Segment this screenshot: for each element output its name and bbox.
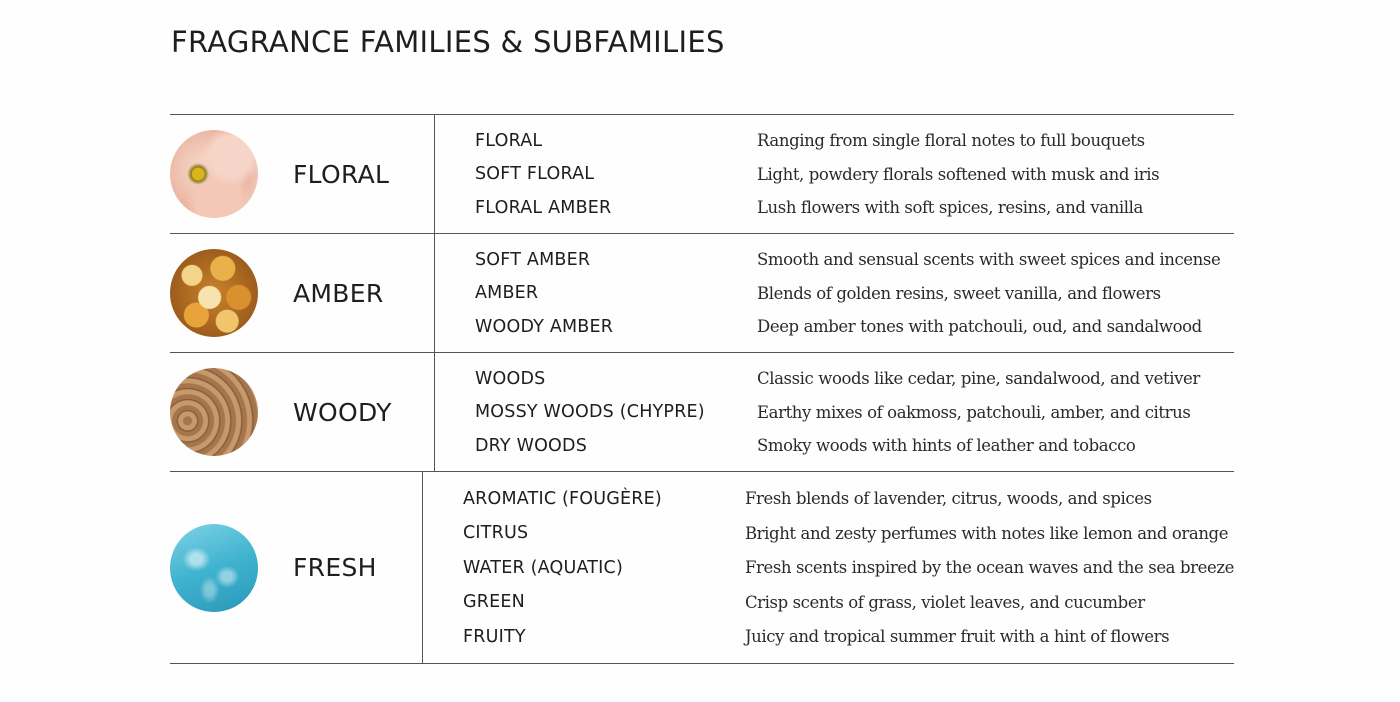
subfamily-row: [435, 131, 1234, 151]
fragrance-table: [170, 114, 1234, 664]
subfamily-name: FLORAL AMBER: [475, 197, 612, 218]
subfamily-row: [435, 198, 1234, 218]
subfamily-row: [435, 250, 1234, 270]
family-name: WOODY: [293, 397, 392, 427]
subfamily-description: Smooth and sensual scents with sweet spices and incense: [757, 250, 1221, 269]
subfamily-description: Smoky woods with hints of leather and tobacco: [757, 436, 1136, 455]
subfamily-name: WOODS: [475, 368, 546, 389]
subfamily-name: SOFT FLORAL: [475, 164, 595, 184]
subfamily-row: [435, 402, 1234, 422]
subfamily-name: GREEN: [462, 592, 525, 612]
family-name: AMBER: [293, 278, 384, 308]
subfamily-description: Blends of golden resins, sweet vanilla, and flowers: [757, 283, 1161, 303]
family-cell: [170, 472, 423, 663]
subfamily-list: [435, 234, 1234, 352]
subfamily-row: [435, 283, 1234, 303]
floral-flower-icon: [170, 130, 258, 218]
family-cell: [170, 115, 435, 233]
subfamily-name: AMBER: [475, 283, 539, 303]
subfamily-name: MOSSY WOODS (CHYPRE): [475, 402, 705, 422]
subfamily-list: [435, 353, 1234, 471]
subfamily-row: [435, 317, 1234, 337]
subfamily-name: DRY WOODS: [475, 435, 588, 456]
water-icon: [170, 524, 258, 612]
subfamily-description: Fresh scents inspired by the ocean waves and the sea breeze: [744, 558, 1234, 577]
subfamily-list: [423, 472, 1234, 663]
subfamily-name: FRUITY: [462, 626, 526, 647]
family-group-amber: [170, 234, 1234, 353]
family-name: FRESH: [293, 553, 377, 582]
family-cell: [170, 234, 435, 352]
subfamily-row: [423, 489, 1234, 509]
subfamily-row: [435, 436, 1234, 456]
family-group-floral: [170, 115, 1234, 234]
subfamily-name: FLORAL: [475, 130, 543, 151]
subfamily-list: [435, 115, 1234, 233]
subfamily-row: [423, 558, 1234, 578]
subfamily-name: AROMATIC (FOUGÈRE): [462, 488, 662, 509]
subfamily-description: Classic woods like cedar, pine, sandalwood, and vetiver: [757, 369, 1200, 388]
family-group-woody: [170, 353, 1234, 472]
subfamily-row: [423, 627, 1234, 647]
subfamily-description: Earthy mixes of oakmoss, patchouli, amber, and citrus: [757, 402, 1191, 422]
subfamily-row: [423, 523, 1234, 543]
subfamily-description: Fresh blends of lavender, citrus, woods, and spices: [744, 489, 1152, 508]
family-group-fresh: [170, 472, 1234, 664]
wood-rings-icon: [170, 368, 258, 456]
subfamily-name: SOFT AMBER: [475, 249, 591, 270]
amber-resin-icon: [170, 249, 258, 337]
subfamily-row: [435, 369, 1234, 389]
subfamily-name: CITRUS: [462, 523, 529, 543]
subfamily-row: [435, 164, 1234, 184]
subfamily-name: WOODY AMBER: [475, 316, 614, 337]
page-title: FRAGRANCE FAMILIES & SUBFAMILIES: [171, 25, 725, 59]
subfamily-description: Lush flowers with soft spices, resins, and vanilla: [757, 198, 1143, 217]
subfamily-description: Ranging from single floral notes to full bouquets: [757, 131, 1145, 150]
subfamily-description: Crisp scents of grass, violet leaves, and cucumber: [744, 592, 1145, 612]
family-name: FLORAL: [293, 159, 390, 189]
subfamily-description: Bright and zesty perfumes with notes like lemon and orange: [744, 523, 1229, 543]
subfamily-description: Juicy and tropical summer fruit with a hint of flowers: [744, 627, 1170, 646]
family-cell: [170, 353, 435, 471]
subfamily-description: Deep amber tones with patchouli, oud, and sandalwood: [757, 317, 1202, 336]
subfamily-row: [423, 592, 1234, 612]
subfamily-description: Light, powdery florals softened with musk and iris: [757, 164, 1160, 184]
subfamily-name: WATER (AQUATIC): [462, 557, 623, 578]
